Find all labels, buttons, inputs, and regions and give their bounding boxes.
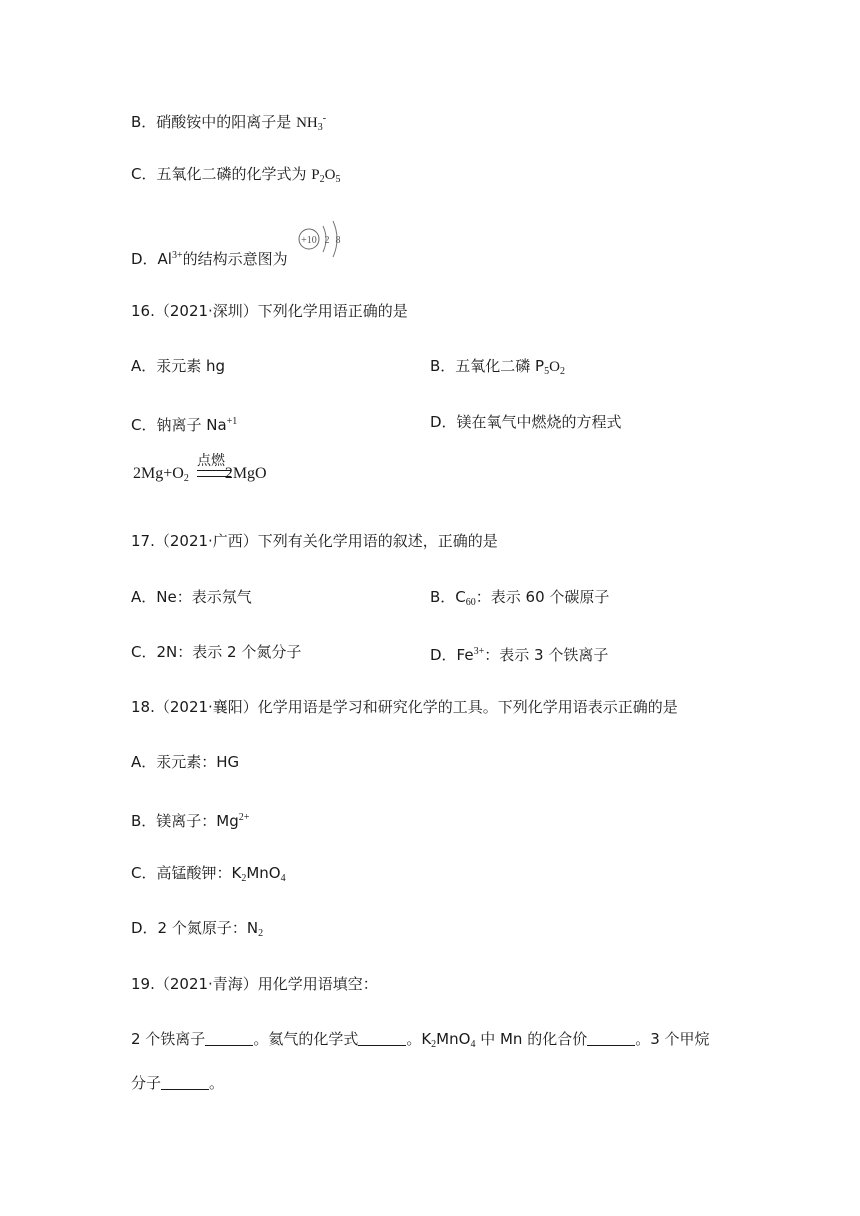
q19-line-1	[131, 1028, 710, 1056]
equation-sub: 2	[183, 473, 189, 484]
equation-right: 2MgO	[224, 465, 267, 482]
q16-option-c-text: C．钠离子 Na	[131, 416, 227, 434]
q19-stem: 19.（2021·青海）用化学用语填空：	[131, 975, 378, 993]
q19-sub-1: 2	[431, 1039, 437, 1050]
q19-blank-1[interactable]	[205, 1031, 253, 1046]
q19-text-a: 2 个铁离子	[131, 1030, 206, 1048]
q16-option-b-sub2: 2	[559, 366, 565, 377]
q19-text-c: 。K	[406, 1030, 432, 1048]
nucleus-label: +10	[301, 235, 317, 246]
q19-blank-3[interactable]	[587, 1031, 635, 1046]
q15-option-d-post: 的结构示意图为	[182, 250, 288, 268]
q19-text-e: 中 Mn 的化合价	[475, 1030, 588, 1048]
q15-option-c-o: O	[324, 167, 336, 183]
q16-stem: 16.（2021·深圳）下列化学用语正确的是	[131, 302, 408, 320]
q19-text-b: 。氦气的化学式	[253, 1030, 359, 1048]
q19-blank-2[interactable]	[358, 1031, 406, 1046]
q15-option-b-text: B．硝酸铵中的阳离子是	[131, 113, 297, 131]
equation-body	[133, 465, 267, 484]
q16-option-b-o: O	[549, 359, 560, 375]
q17-option-b-sub: 60	[465, 597, 476, 608]
q18-option-b-sup: 2+	[238, 812, 250, 823]
equation-condition: 点燃	[197, 453, 225, 469]
q17-option-b-text: B．C	[430, 588, 466, 606]
q18-option-c-sub1: 2	[241, 873, 247, 884]
q16-option-b-text: B．五氧化二磷 P	[430, 357, 545, 375]
q18-option-c-mid: MnO	[246, 864, 281, 882]
q19-line-2	[131, 1072, 224, 1094]
q19-text-h: 。	[209, 1074, 225, 1092]
q18-option-c-text: C．高锰酸钾：K	[131, 864, 242, 882]
q18-option-c-sub2: 4	[280, 873, 286, 884]
q17-option-a: A．Ne：表示氖气	[131, 588, 252, 606]
q17-option-c: C．2N：表示 2 个氮分子	[131, 643, 302, 661]
q18-option-c	[131, 862, 286, 890]
q16-option-b	[430, 355, 565, 383]
shell2-label: 8	[335, 235, 341, 246]
q17-stem: 17.（2021·广西）下列有关化学用语的叙述，正确的是	[131, 532, 498, 550]
q16-option-a: A．汞元素 hg	[131, 357, 226, 375]
q17-option-d-post: ：表示 3 个铁离子	[484, 646, 609, 664]
q15-option-d-sup: 3+	[171, 250, 183, 261]
q15-option-c-sub2: 5	[335, 174, 341, 185]
q17-option-d	[430, 641, 608, 666]
q19-text-f: 。3 个甲烷	[635, 1030, 710, 1048]
q15-option-c-sub1: 2	[319, 174, 325, 185]
q16-option-c	[131, 411, 237, 436]
q18-option-d-sub: 2	[258, 928, 264, 939]
q15-option-d-text: D．Al	[131, 250, 172, 268]
q15-option-b-sub: 3	[317, 122, 323, 133]
q17-option-d-sup: 3+	[473, 646, 485, 657]
q18-option-b-text: B．镁离子：Mg	[131, 812, 239, 830]
q16-option-d: D．镁在氧气中燃烧的方程式	[430, 413, 622, 431]
q17-option-b	[430, 586, 609, 614]
atom-structure-diagram	[296, 216, 348, 260]
q15-option-b	[131, 108, 326, 139]
q15-option-b-formula: NH	[296, 115, 318, 131]
q18-stem: 18.（2021·襄阳）化学用语是学习和研究化学的工具。下列化学用语表示正确的是	[131, 698, 678, 716]
q19-text-g: 分子	[131, 1074, 162, 1092]
q15-option-c	[131, 163, 340, 191]
q17-option-b-post: ：表示 60 个碳原子	[475, 588, 610, 606]
q15-option-c-text: C．五氧化二磷的化学式为	[131, 165, 312, 183]
q18-option-d	[131, 917, 263, 945]
q18-option-a: A．汞元素：HG	[131, 753, 240, 771]
q19-blank-4[interactable]	[161, 1075, 209, 1090]
q17-option-d-text: D．Fe	[430, 646, 474, 664]
q15-option-b-sup: -	[322, 113, 327, 124]
q18-option-d-text: D．2 个氮原子：N	[131, 919, 259, 937]
equation-left: 2Mg+O	[133, 465, 184, 482]
q15-option-d	[131, 245, 288, 270]
shell1-label: 2	[324, 235, 330, 246]
q19-text-d: MnO	[436, 1030, 471, 1048]
q16-option-b-sub1: 5	[544, 366, 550, 377]
q15-option-c-p: P	[311, 167, 320, 183]
q19-sub-2: 4	[470, 1039, 476, 1050]
q16-option-c-sup: +1	[226, 416, 238, 427]
q18-option-b	[131, 807, 249, 832]
